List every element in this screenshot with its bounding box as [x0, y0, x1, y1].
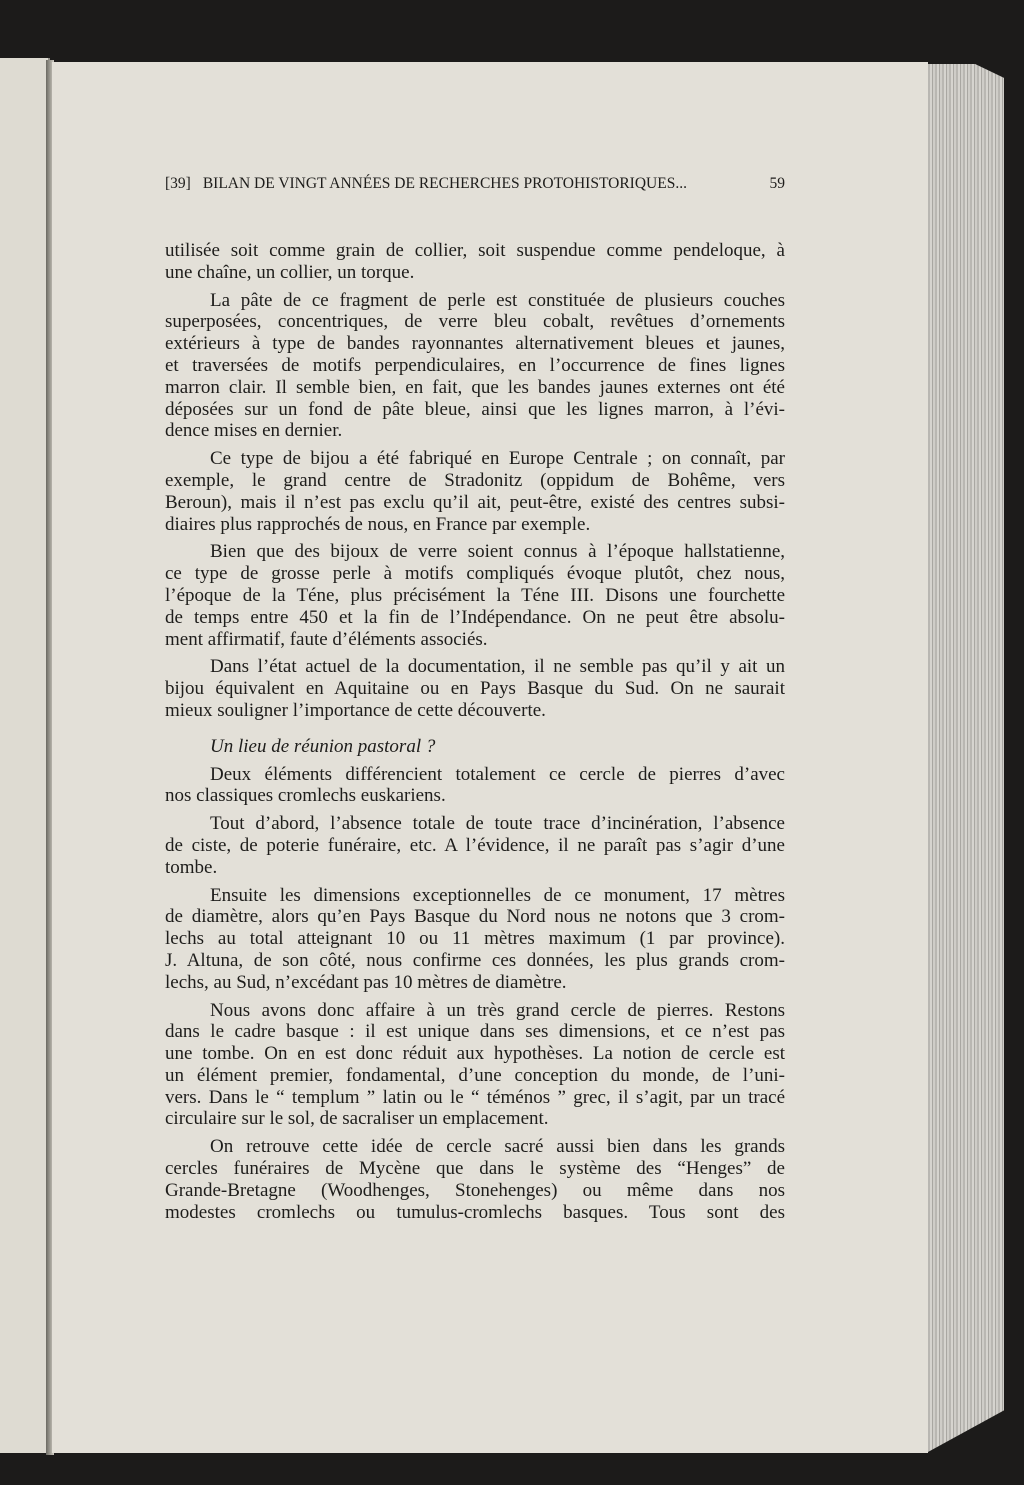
paragraph: [165, 290, 785, 443]
paragraph: [165, 656, 785, 721]
text-line: exemple, le grand centre de Stradonitz (oppidum de Bohême, vers: [165, 469, 785, 491]
text-line: Ensuite les dimensions exceptionnelles de ce monument, 17 mètres: [210, 884, 785, 906]
text-line: vers. Dans le “ templum ” latin ou le “ téménos ” grec, il s’agit, par un tracé: [165, 1086, 785, 1108]
page-stack-edges: [928, 64, 1004, 1452]
paragraph: [165, 1000, 785, 1131]
text-line: de temps entre 450 et la fin de l’Indépendance. On ne peut être absolu-: [165, 606, 785, 628]
text-line: bijou équivalent en Aquitaine ou en Pays Basque du Sud. On ne saurait: [165, 678, 785, 700]
text-line: mieux souligner l’importance de cette découverte.: [165, 699, 546, 721]
text-line: Deux éléments différencient totalement ce cercle de pierres d’avec: [210, 763, 785, 785]
text-line: cercles funéraires de Mycène que dans le système des “Henges” de: [165, 1158, 785, 1180]
text-line: une tombe. On en est donc réduit aux hypothèses. La notion de cercle est: [165, 1043, 785, 1065]
text-line: de ciste, de poterie funéraire, etc. A l’évidence, il ne paraît pas s’agir d’une: [165, 834, 785, 856]
text-line: Bien que des bijoux de verre soient connus à l’époque hallstatienne,: [210, 541, 785, 563]
body-text: [165, 240, 785, 1229]
text-line: ce type de grosse perle à motifs compliqués évoque plutôt, chez nous,: [165, 563, 785, 585]
section-heading: Un lieu de réunion pastoral ?: [210, 735, 436, 757]
text-line: Nous avons donc affaire à un très grand cercle de pierres. Restons: [210, 999, 785, 1021]
text-line: Beroun), mais il n’est pas exclu qu’il ait, peut-être, existé des centres subsi-: [165, 491, 785, 513]
text-line: lechs, au Sud, n’excédant pas 10 mètres de diamètre.: [165, 971, 567, 993]
text-line: nos classiques cromlechs euskariens.: [165, 785, 446, 807]
text-line: lechs au total atteignant 10 ou 11 mètres maximum (1 par province).: [165, 928, 785, 950]
text-line: et traversées de motifs perpendiculaires, en l’occurrence de fines lignes: [165, 354, 785, 376]
page-number: 59: [769, 175, 785, 192]
text-line: Grande-Bretagne (Woodhenges, Stonehenges) ou même dans nos: [165, 1179, 785, 1201]
text-line: circulaire sur le sol, de sacraliser un emplacement.: [165, 1108, 549, 1130]
text-line: On retrouve cette idée de cercle sacré aussi bien dans les grands: [210, 1136, 785, 1158]
paragraph: [165, 813, 785, 878]
paragraph: [165, 448, 785, 535]
text-line: diaires plus rapprochés de nous, en France par exemple.: [165, 513, 591, 535]
facing-page-edge: [0, 58, 50, 1453]
text-line: une chaîne, un collier, un torque.: [165, 261, 415, 283]
text-line: dans le cadre basque : il est unique dans ses dimensions, et ce n’est pas: [165, 1021, 785, 1043]
paragraph: [165, 764, 785, 808]
paragraph: [165, 240, 785, 284]
text-line: extérieurs à type de bandes rayonnantes alternativement bleues et jaunes,: [165, 333, 785, 355]
text-line: tombe.: [165, 856, 218, 878]
text-line: marron clair. Il semble bien, en fait, que les bandes jaunes externes ont été: [165, 376, 785, 398]
text-line: de diamètre, alors qu’en Pays Basque du Nord nous ne notons que 3 crom-: [165, 906, 785, 928]
text-line: utilisée soit comme grain de collier, soit suspendue comme pendeloque, à: [165, 240, 785, 261]
text-line: Tout d’abord, l’absence totale de toute trace d’incinération, l’absence: [210, 813, 785, 835]
running-title: BILAN DE VINGT ANNÉES DE RECHERCHES PROTOHISTORIQUES...: [202, 175, 687, 192]
section-number: [39]: [165, 175, 191, 192]
paragraph: [165, 885, 785, 994]
text-line: ment affirmatif, faute d’éléments associés.: [165, 628, 488, 650]
paragraph: [165, 1136, 785, 1223]
paragraph: [165, 541, 785, 650]
text-line: La pâte de ce fragment de perle est constituée de plusieurs couches: [210, 289, 785, 311]
text-line: un élément premier, fondamental, d’une conception du monde, de l’uni-: [165, 1064, 785, 1086]
text-line: dence mises en dernier.: [165, 420, 343, 442]
text-line: déposées sur un fond de pâte bleue, ainsi que les lignes marron, à l’évi-: [165, 398, 785, 420]
text-line: Ce type de bijou a été fabriqué en Europe Centrale ; on connaît, par: [210, 448, 785, 470]
text-line: J. Altuna, de son côté, nous confirme ces données, les plus grands crom-: [165, 949, 785, 971]
text-line: l’époque de la Téne, plus précisément la Téne III. Disons une fourchette: [165, 584, 785, 606]
text-line: Dans l’état actuel de la documentation, il ne semble pas qu’il y ait un: [210, 656, 785, 678]
text-line: modestes cromlechs ou tumulus-cromlechs basques. Tous sont des: [165, 1201, 785, 1223]
running-header: [165, 175, 785, 193]
text-line: superposées, concentriques, de verre bleu cobalt, revêtues d’ornements: [165, 311, 785, 333]
